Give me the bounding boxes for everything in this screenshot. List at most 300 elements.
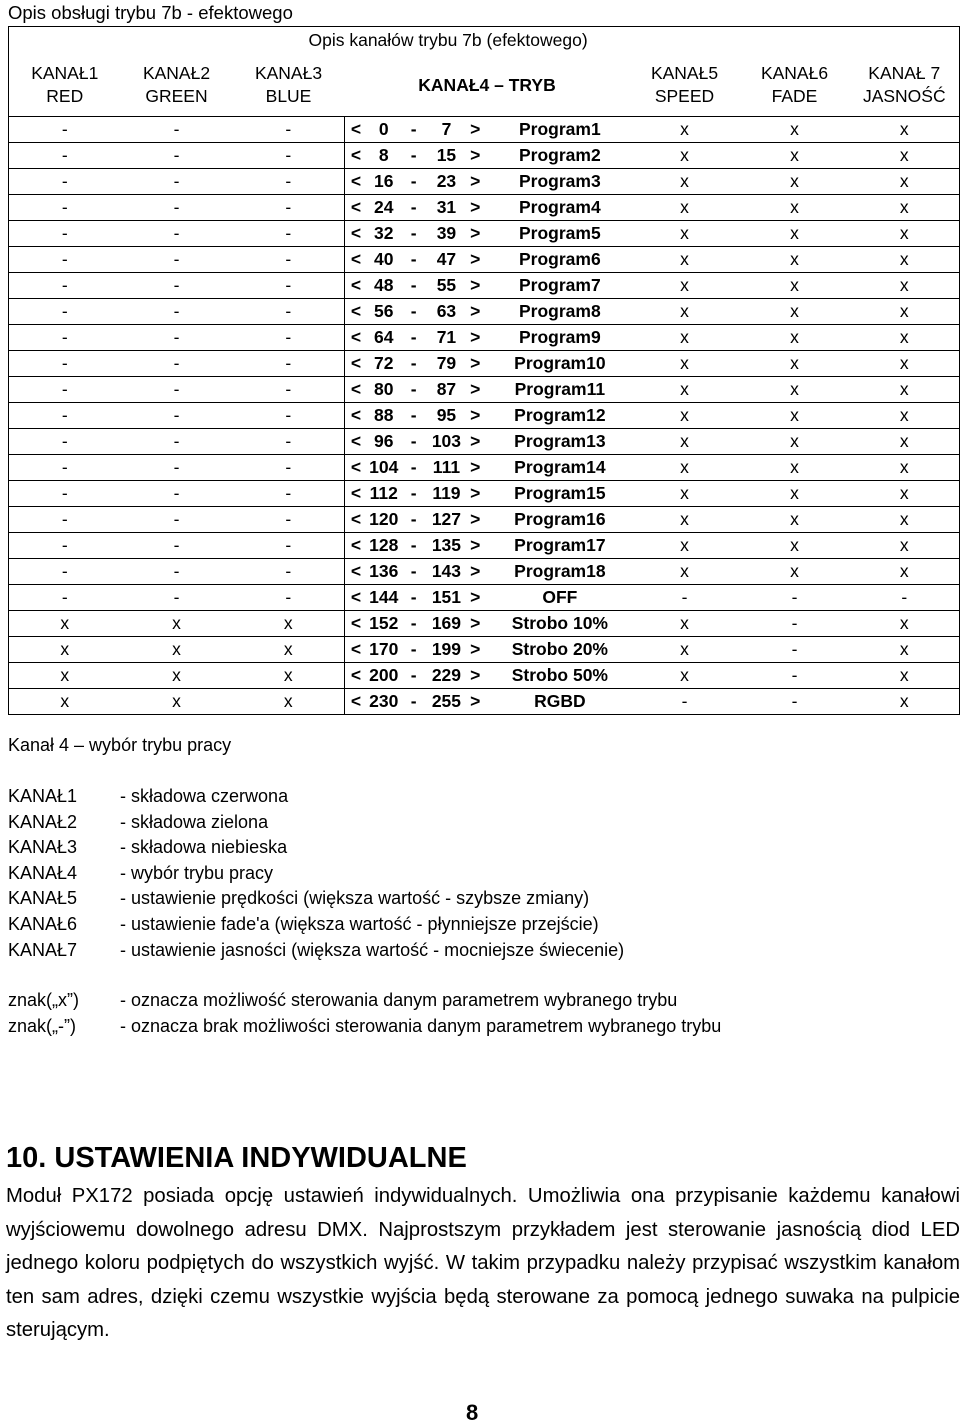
range-high: 31 <box>436 197 457 217</box>
range-close: > <box>470 275 481 295</box>
legend-channel-desc: - ustawienie prędkości (większa wartość - szybsze zmiany) <box>120 888 590 909</box>
range-open: < <box>350 431 362 451</box>
cell-channel-7: - <box>850 585 960 611</box>
cell-channel-6: x <box>740 325 850 351</box>
range-close: > <box>470 223 481 243</box>
range-high: 143 <box>431 561 462 581</box>
mode-name: Program3 <box>519 171 601 191</box>
dmx-range <box>345 455 630 480</box>
cell-channel-2: - <box>121 221 233 247</box>
table-row <box>9 117 960 143</box>
cell-channel-7: x <box>850 247 960 273</box>
cell-channel-3: - <box>233 117 345 143</box>
table-caption: Opis kanałów trybu 7b (efektowego) <box>308 30 588 50</box>
cell-channel-6: x <box>740 377 850 403</box>
cell-channel-7: x <box>850 637 960 663</box>
cell-channel-4 <box>345 195 630 221</box>
cell-channel-5: x <box>630 429 740 455</box>
channel-section-title: Kanał 4 – wybór trybu pracy <box>8 735 232 755</box>
legend-row <box>8 810 908 836</box>
cell-channel-4 <box>345 689 630 715</box>
range-high: 151 <box>431 587 462 607</box>
cell-channel-6: x <box>740 455 850 481</box>
cell-channel-5: x <box>630 637 740 663</box>
dmx-range <box>345 325 630 350</box>
range-open: < <box>350 197 362 217</box>
cell-channel-2: - <box>121 273 233 299</box>
cell-channel-1: - <box>9 429 121 455</box>
cell-channel-4 <box>345 663 630 689</box>
cell-channel-6: - <box>740 663 850 689</box>
dmx-range <box>345 663 630 688</box>
cell-channel-3: - <box>233 377 345 403</box>
cell-channel-5: x <box>630 221 740 247</box>
range-high: 39 <box>436 223 457 243</box>
range-low: 0 <box>378 119 389 139</box>
mode-table-body <box>9 117 960 715</box>
cell-channel-1: - <box>9 117 121 143</box>
cell-channel-7: x <box>850 195 960 221</box>
sign-row <box>8 988 908 1014</box>
cell-channel-1: - <box>9 403 121 429</box>
dmx-range <box>345 559 630 584</box>
table-row <box>9 559 960 585</box>
range-low: 64 <box>374 327 394 347</box>
range-separator: - <box>410 405 417 425</box>
mode-name: Program18 <box>514 561 606 581</box>
header-channel-7: KANAŁ 7 JASNOŚĆ <box>850 54 960 117</box>
cell-channel-4 <box>345 143 630 169</box>
dmx-range <box>345 299 630 324</box>
sign-row <box>8 1014 908 1040</box>
cell-channel-2: - <box>121 585 233 611</box>
cell-channel-4 <box>345 455 630 481</box>
range-close: > <box>470 561 481 581</box>
sign-desc: - oznacza brak możliwości sterowania danym parametrem wybranego trybu <box>120 1015 722 1036</box>
range-separator: - <box>410 483 417 503</box>
cell-channel-4 <box>345 377 630 403</box>
range-high: 63 <box>436 301 457 321</box>
dmx-range <box>345 169 630 194</box>
range-separator: - <box>410 119 417 139</box>
dmx-range <box>345 117 630 142</box>
legend-row <box>8 938 908 964</box>
dmx-range <box>345 351 630 376</box>
cell-channel-7: x <box>850 143 960 169</box>
cell-channel-2: - <box>121 455 233 481</box>
table-row <box>9 195 960 221</box>
range-close: > <box>470 535 481 555</box>
range-open: < <box>350 353 362 373</box>
cell-channel-5: x <box>630 533 740 559</box>
mode-name: Program11 <box>514 379 606 399</box>
range-open: < <box>350 457 362 477</box>
range-separator: - <box>410 301 417 321</box>
cell-channel-2: - <box>121 325 233 351</box>
range-open: < <box>350 561 362 581</box>
range-low: 16 <box>374 171 394 191</box>
mode-name: Program4 <box>519 197 601 217</box>
range-low: 200 <box>369 665 399 685</box>
mode-name: Program2 <box>519 145 601 165</box>
channel-legend <box>8 784 908 963</box>
range-high: 71 <box>436 327 457 347</box>
range-separator: - <box>410 457 417 477</box>
dmx-range <box>345 273 630 298</box>
range-open: < <box>350 509 362 529</box>
range-separator: - <box>410 171 417 191</box>
cell-channel-3: - <box>233 403 345 429</box>
cell-channel-3: - <box>233 481 345 507</box>
table-row <box>9 663 960 689</box>
range-high: 229 <box>431 665 462 685</box>
cell-channel-4 <box>345 533 630 559</box>
cell-channel-2: - <box>121 195 233 221</box>
dmx-range <box>345 533 630 558</box>
cell-channel-2: - <box>121 403 233 429</box>
range-close: > <box>470 145 481 165</box>
table-row <box>9 169 960 195</box>
legend-channel-name: KANAŁ2 <box>8 811 78 832</box>
range-low: 170 <box>369 639 399 659</box>
cell-channel-5: x <box>630 169 740 195</box>
cell-channel-7: x <box>850 533 960 559</box>
cell-channel-4 <box>345 325 630 351</box>
cell-channel-6: x <box>740 507 850 533</box>
cell-channel-5: x <box>630 351 740 377</box>
range-close: > <box>470 379 481 399</box>
range-low: 120 <box>369 509 399 529</box>
range-high: 169 <box>431 613 462 633</box>
sign-desc: - oznacza możliwość sterowania danym parametrem wybranego trybu <box>120 990 678 1010</box>
range-open: < <box>350 379 362 399</box>
range-separator: - <box>410 535 417 555</box>
range-high: 23 <box>436 171 457 191</box>
legend-row <box>8 886 908 912</box>
legend-channel-name: KANAŁ6 <box>8 913 78 934</box>
dmx-range <box>345 143 630 168</box>
cell-channel-3: - <box>233 143 345 169</box>
range-high: 255 <box>431 691 462 711</box>
cell-channel-3: - <box>233 169 345 195</box>
cell-channel-2: x <box>121 611 233 637</box>
cell-channel-7: x <box>850 351 960 377</box>
range-close: > <box>470 197 481 217</box>
range-high: 95 <box>436 405 457 425</box>
range-open: < <box>350 613 362 633</box>
cell-channel-4 <box>345 299 630 325</box>
cell-channel-1: - <box>9 507 121 533</box>
cell-channel-1: - <box>9 533 121 559</box>
range-low: 8 <box>378 145 389 165</box>
range-close: > <box>470 509 481 529</box>
range-separator: - <box>410 613 417 633</box>
sign-legend <box>8 988 908 1039</box>
cell-channel-3: - <box>233 455 345 481</box>
cell-channel-4 <box>345 585 630 611</box>
cell-channel-2: - <box>121 351 233 377</box>
range-separator: - <box>410 249 417 269</box>
cell-channel-5: x <box>630 377 740 403</box>
range-close: > <box>470 665 481 685</box>
table-row <box>9 533 960 559</box>
dmx-range <box>345 221 630 246</box>
mode-name: Program16 <box>514 509 606 529</box>
range-separator: - <box>410 509 417 529</box>
cell-channel-2: - <box>121 559 233 585</box>
range-low: 144 <box>369 587 399 607</box>
legend-channel-desc: - ustawienie fade'a (większa wartość - płynniejsze przejście) <box>120 913 599 934</box>
range-low: 96 <box>374 431 394 451</box>
range-open: < <box>350 223 362 243</box>
legend-channel-name: KANAŁ5 <box>8 888 78 909</box>
page-heading: Opis obsługi trybu 7b - efektowego <box>8 2 293 23</box>
dmx-range <box>345 247 630 272</box>
range-open: < <box>350 587 362 607</box>
cell-channel-2: - <box>121 117 233 143</box>
cell-channel-3: x <box>233 689 345 715</box>
sign-name: znak(„-”) <box>8 1015 76 1036</box>
header-channel-6: KANAŁ6 FADE <box>740 54 850 117</box>
legend-channel-desc: - ustawienie jasności (większa wartość - mocniejsze świecenie) <box>120 939 625 960</box>
cell-channel-6: x <box>740 403 850 429</box>
mode-table-container <box>8 26 959 715</box>
range-high: 7 <box>441 119 452 139</box>
range-separator: - <box>410 561 417 581</box>
cell-channel-7: x <box>850 377 960 403</box>
cell-channel-3: - <box>233 221 345 247</box>
cell-channel-5: x <box>630 143 740 169</box>
range-low: 72 <box>374 353 394 373</box>
cell-channel-4 <box>345 273 630 299</box>
range-open: < <box>350 119 362 139</box>
table-row <box>9 221 960 247</box>
cell-channel-7: x <box>850 429 960 455</box>
legend-channel-name: KANAŁ4 <box>8 862 78 883</box>
cell-channel-5: x <box>630 273 740 299</box>
cell-channel-5: x <box>630 663 740 689</box>
range-high: 199 <box>431 639 462 659</box>
mode-name: Strobo 20% <box>511 639 608 659</box>
table-row <box>9 351 960 377</box>
cell-channel-6: - <box>740 611 850 637</box>
mode-name: Strobo 10% <box>511 613 608 633</box>
cell-channel-1: x <box>9 663 121 689</box>
cell-channel-6: x <box>740 169 850 195</box>
cell-channel-2: - <box>121 533 233 559</box>
cell-channel-1: - <box>9 169 121 195</box>
cell-channel-6: - <box>740 585 850 611</box>
range-low: 24 <box>374 197 394 217</box>
table-row <box>9 455 960 481</box>
mode-name: OFF <box>542 587 578 607</box>
cell-channel-7: x <box>850 403 960 429</box>
cell-channel-2: x <box>121 663 233 689</box>
cell-channel-7: x <box>850 325 960 351</box>
dmx-range <box>345 377 630 402</box>
range-open: < <box>350 327 362 347</box>
cell-channel-5: x <box>630 247 740 273</box>
page-number: 8 <box>466 1400 479 1425</box>
cell-channel-4 <box>345 221 630 247</box>
cell-channel-4 <box>345 559 630 585</box>
range-separator: - <box>410 431 417 451</box>
cell-channel-3: - <box>233 325 345 351</box>
table-row <box>9 585 960 611</box>
cell-channel-4 <box>345 507 630 533</box>
table-row <box>9 377 960 403</box>
dmx-range <box>345 611 630 636</box>
cell-channel-1: - <box>9 559 121 585</box>
cell-channel-3: - <box>233 533 345 559</box>
cell-channel-7: x <box>850 481 960 507</box>
legend-channel-name: KANAŁ3 <box>8 837 78 858</box>
cell-channel-3: - <box>233 299 345 325</box>
range-close: > <box>470 353 481 373</box>
range-open: < <box>350 249 362 269</box>
mode-name: Program5 <box>519 223 601 243</box>
range-separator: - <box>410 197 417 217</box>
cell-channel-1: - <box>9 325 121 351</box>
cell-channel-5: x <box>630 507 740 533</box>
legend-row <box>8 784 908 810</box>
cell-channel-1: - <box>9 247 121 273</box>
cell-channel-5: x <box>630 611 740 637</box>
range-open: < <box>350 405 362 425</box>
cell-channel-3: - <box>233 585 345 611</box>
cell-channel-6: x <box>740 117 850 143</box>
range-separator: - <box>410 665 417 685</box>
legend-channel-desc: - składowa czerwona <box>120 786 289 806</box>
cell-channel-1: - <box>9 377 121 403</box>
cell-channel-2: - <box>121 481 233 507</box>
range-high: 103 <box>431 431 462 451</box>
cell-channel-2: - <box>121 377 233 403</box>
cell-channel-6: x <box>740 481 850 507</box>
range-low: 40 <box>374 249 394 269</box>
range-open: < <box>350 171 362 191</box>
section-heading: 10. USTAWIENIA INDYWIDUALNE <box>6 1142 467 1174</box>
range-separator: - <box>410 639 417 659</box>
range-open: < <box>350 145 362 165</box>
cell-channel-1: - <box>9 455 121 481</box>
range-close: > <box>470 327 481 347</box>
range-open: < <box>350 691 362 711</box>
cell-channel-1: - <box>9 585 121 611</box>
cell-channel-2: - <box>121 143 233 169</box>
cell-channel-3: x <box>233 637 345 663</box>
dmx-range <box>345 585 630 610</box>
cell-channel-4 <box>345 481 630 507</box>
cell-channel-7: x <box>850 507 960 533</box>
cell-channel-6: x <box>740 195 850 221</box>
cell-channel-1: x <box>9 611 121 637</box>
range-open: < <box>350 301 362 321</box>
cell-channel-2: - <box>121 507 233 533</box>
mode-table <box>8 26 960 715</box>
cell-channel-5: x <box>630 455 740 481</box>
cell-channel-4 <box>345 169 630 195</box>
table-row <box>9 429 960 455</box>
cell-channel-1: - <box>9 143 121 169</box>
cell-channel-5: x <box>630 195 740 221</box>
cell-channel-1: - <box>9 481 121 507</box>
cell-channel-6: x <box>740 429 850 455</box>
cell-channel-4 <box>345 637 630 663</box>
cell-channel-5: - <box>630 585 740 611</box>
range-close: > <box>470 249 481 269</box>
range-open: < <box>350 665 362 685</box>
cell-channel-2: x <box>121 637 233 663</box>
cell-channel-7: x <box>850 611 960 637</box>
range-high: 79 <box>436 353 457 373</box>
cell-channel-4 <box>345 611 630 637</box>
cell-channel-3: - <box>233 351 345 377</box>
header-channel-5: KANAŁ5 SPEED <box>630 54 740 117</box>
range-open: < <box>350 483 362 503</box>
cell-channel-6: x <box>740 221 850 247</box>
range-low: 230 <box>369 691 399 711</box>
cell-channel-3: - <box>233 507 345 533</box>
range-close: > <box>470 639 481 659</box>
cell-channel-7: x <box>850 169 960 195</box>
cell-channel-5: x <box>630 403 740 429</box>
cell-channel-7: x <box>850 221 960 247</box>
range-low: 112 <box>369 483 398 503</box>
cell-channel-3: x <box>233 663 345 689</box>
range-separator: - <box>410 587 417 607</box>
range-separator: - <box>410 275 417 295</box>
cell-channel-4 <box>345 429 630 455</box>
cell-channel-5: x <box>630 559 740 585</box>
cell-channel-3: - <box>233 195 345 221</box>
legend-row <box>8 912 908 938</box>
cell-channel-6: x <box>740 273 850 299</box>
cell-channel-3: - <box>233 429 345 455</box>
mode-name: RGBD <box>534 691 586 711</box>
header-channel-1: KANAŁ1 RED <box>9 54 121 117</box>
dmx-range <box>345 637 630 662</box>
table-row <box>9 689 960 715</box>
table-row <box>9 611 960 637</box>
range-close: > <box>470 587 481 607</box>
cell-channel-2: - <box>121 247 233 273</box>
legend-row <box>8 861 908 887</box>
range-high: 119 <box>432 483 461 503</box>
cell-channel-7: x <box>850 299 960 325</box>
range-open: < <box>350 535 362 555</box>
cell-channel-5: x <box>630 117 740 143</box>
range-separator: - <box>410 223 417 243</box>
cell-channel-1: - <box>9 195 121 221</box>
header-channel-4: KANAŁ4 – TRYB <box>345 54 630 117</box>
legend-channel-desc: - składowa zielona <box>120 811 269 832</box>
legend-channel-desc: - wybór trybu pracy <box>120 862 274 883</box>
cell-channel-4 <box>345 351 630 377</box>
cell-channel-1: - <box>9 221 121 247</box>
mode-name: Program14 <box>514 457 606 477</box>
table-row <box>9 403 960 429</box>
cell-channel-3: - <box>233 273 345 299</box>
range-low: 80 <box>374 379 394 399</box>
cell-channel-1: - <box>9 351 121 377</box>
range-low: 104 <box>369 457 399 477</box>
sign-name: znak(„x”) <box>8 990 79 1010</box>
legend-channel-name: KANAŁ1 <box>8 786 78 806</box>
range-close: > <box>470 691 481 711</box>
cell-channel-4 <box>345 247 630 273</box>
range-low: 152 <box>369 613 399 633</box>
